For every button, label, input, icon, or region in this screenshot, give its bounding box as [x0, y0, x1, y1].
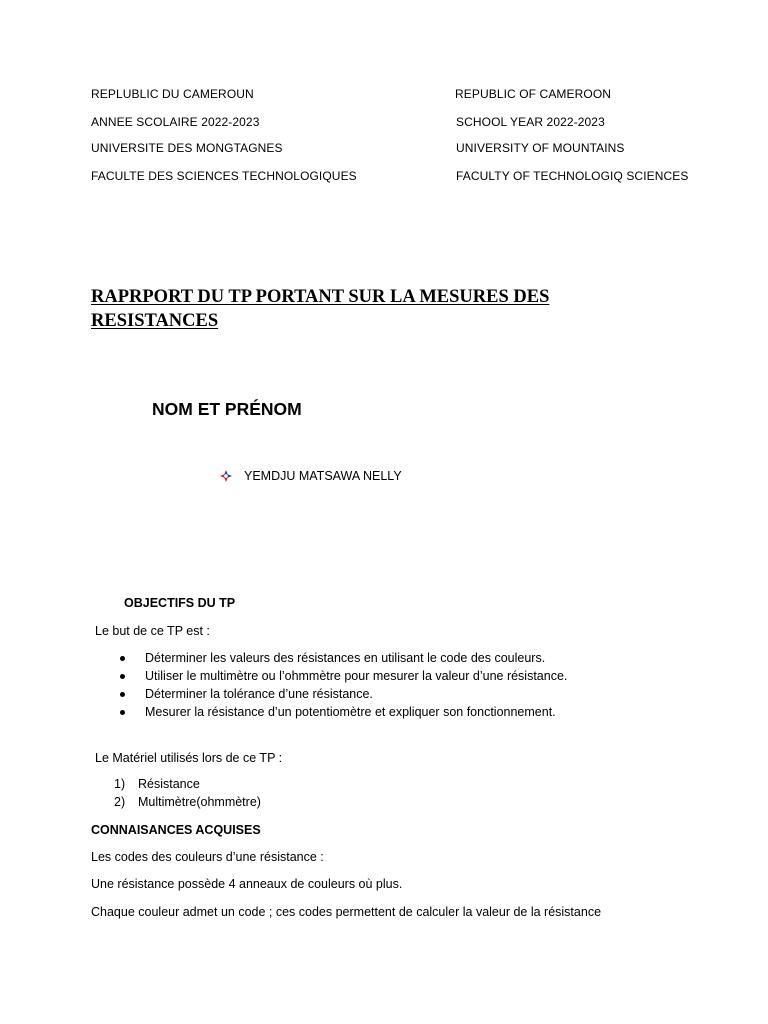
arrow-bullet-icon [220, 470, 232, 482]
header-left-line-3: UNIVERSITE DES MONGTAGNES [91, 141, 283, 155]
material-item-2: Multimètre(ohmmètre) [138, 795, 261, 809]
header-right-line-1: REPUBLIC OF CAMEROON [455, 87, 612, 101]
bullet-dot [120, 692, 125, 697]
name-heading: NOM ET PRÉNOM [152, 399, 302, 419]
knowledge-paragraph-2: Une résistance possède 4 anneaux de couleurs où plus. [91, 877, 403, 891]
objective-item-1: Déterminer les valeurs des résistances en utilisant le code des couleurs. [145, 651, 546, 665]
header-left-line-2: ANNEE SCOLAIRE 2022-2023 [91, 115, 260, 129]
header-left-line-4: FACULTE DES SCIENCES TECHNOLOGIQUES [91, 169, 357, 183]
bullet-dot [120, 674, 125, 679]
materials-intro: Le Matériel utilisés lors de ce TP : [95, 751, 283, 765]
header-left-line-1: REPLUBLIC DU CAMEROUN [91, 87, 254, 101]
bullet-dot [120, 656, 125, 661]
objective-item-3: Déterminer la tolérance d’une résistance. [145, 687, 373, 701]
header-right-line-2: SCHOOL YEAR 2022-2023 [456, 115, 605, 129]
student-name: YEMDJU MATSAWA NELLY [244, 469, 402, 483]
objective-item-2: Utiliser le multimètre ou l’ohmmètre pour mesurer la valeur d’une résistance. [145, 669, 568, 683]
knowledge-paragraph-3: Chaque couleur admet un code ; ces codes permettent de calculer la valeur de la résistance [91, 905, 602, 919]
report-title-line-2: RESISTANCES [91, 311, 219, 331]
knowledge-paragraph-1: Les codes des couleurs d’une résistance : [91, 850, 324, 864]
objectives-intro: Le but de ce TP est : [95, 624, 210, 638]
objectives-heading: OBJECTIFS DU TP [124, 596, 236, 610]
knowledge-heading: CONNAISANCES ACQUISES [91, 823, 261, 837]
report-title-line-1: RAPRPORT DU TP PORTANT SUR LA MESURES DES [91, 287, 550, 307]
material-item-1: Résistance [138, 777, 200, 791]
objective-item-4: Mesurer la résistance d’un potentiomètre et expliquer son fonctionnement. [145, 705, 556, 719]
bullet-dot [120, 710, 125, 715]
header-right-line-4: FACULTY OF TECHNOLOGIQ SCIENCES [456, 169, 689, 183]
material-number-2: 2) [114, 795, 126, 809]
material-number-1: 1) [114, 777, 126, 791]
header-right-line-3: UNIVERSITY OF MOUNTAINS [456, 141, 625, 155]
